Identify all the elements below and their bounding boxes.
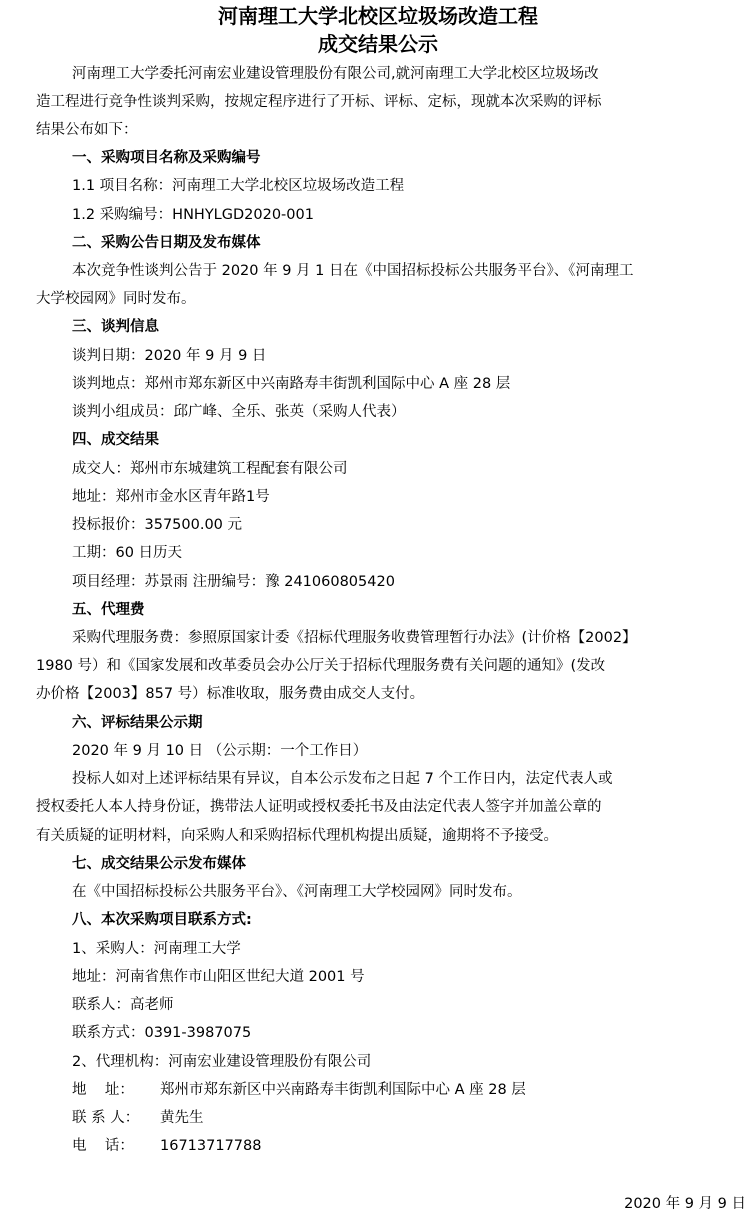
fee-line-1: 采购代理服务费：参照原国家计委《招标代理服务收费管理暂行办法》(计价格【2002】: [72, 630, 637, 646]
negotiation-place: 谈判地点：郑州市郑东新区中兴南路寿丰街凯利国际中心 A 座 28 层: [72, 376, 511, 392]
agent-phone-label: 电 话：: [72, 1138, 134, 1154]
intro-line-3: 结果公布如下：: [36, 122, 138, 138]
page-subtitle: 成交结果公示: [318, 32, 438, 56]
agent-address: 郑州市郑东新区中兴南路寿丰街凯利国际中心 A 座 28 层: [160, 1082, 526, 1098]
buyer-address: 地址：河南省焦作市山阳区世纪大道 2001 号: [72, 969, 365, 985]
publish-media: 在《中国招标投标公共服务平台》、《河南理工大学校园网》同时发布。: [72, 884, 522, 900]
section-heading-5: 五、代理费: [72, 602, 145, 618]
notice-line-2: 大学校园网》同时发布。: [36, 291, 196, 307]
project-code: 1.2 采购编号：HNHYLGD2020-001: [72, 207, 314, 223]
section-heading-1: 一、采购项目名称及采购编号: [72, 150, 261, 166]
fee-line-3: 办价格【2003】857 号）标准收取，服务费由成交人支付。: [36, 686, 425, 702]
agent-contact-label: 联 系 人：: [72, 1110, 140, 1126]
section-heading-8: 八、本次采购项目联系方式:: [72, 912, 252, 928]
section-heading-4: 四、成交结果: [72, 432, 159, 448]
buyer: 1、采购人：河南理工大学: [72, 941, 241, 957]
page-title: 河南理工大学北校区垃圾场改造工程: [218, 4, 538, 28]
buyer-phone: 联系方式：0391-3987075: [72, 1025, 252, 1041]
intro-line-1: 河南理工大学委托河南宏业建设管理股份有限公司,就河南理工大学北校区垃圾场改: [72, 66, 599, 82]
negotiation-date: 谈判日期：2020 年 9 月 9 日: [72, 348, 267, 364]
objection-line-1: 投标人如对上述评标结果有异议，自本公示发布之日起 7 个工作日内，法定代表人或: [72, 771, 613, 787]
negotiation-members: 谈判小组成员：邱广峰、全乐、张英（采购人代表）: [72, 404, 406, 420]
project-manager: 项目经理：苏景雨 注册编号：豫 241060805420: [72, 574, 395, 590]
winner: 成交人：郑州市东城建筑工程配套有限公司: [72, 461, 348, 477]
fee-line-2: 1980 号）和《国家发展和改革委员会办公厅关于招标代理服务费有关问题的通知》(发改: [36, 658, 606, 674]
buyer-contact: 联系人：高老师: [72, 997, 174, 1013]
objection-line-3: 有关质疑的证明材料，向采购人和采购招标代理机构提出质疑，逾期将不予接受。: [36, 828, 558, 844]
agent-address-label: 地 址：: [72, 1082, 134, 1098]
publicity-date: 2020 年 9 月 10 日 （公示期：一个工作日）: [72, 743, 368, 759]
footer-date: 2020 年 9 月 9 日: [624, 1196, 746, 1212]
section-heading-6: 六、评标结果公示期: [72, 715, 203, 731]
agent-contact: 黄先生: [160, 1110, 204, 1126]
winner-address: 地址：郑州市金水区青年路1号: [72, 489, 270, 505]
agent: 2、代理机构：河南宏业建设管理股份有限公司: [72, 1054, 372, 1070]
intro-line-2: 造工程进行竞争性谈判采购，按规定程序进行了开标、评标、定标，现就本次采购的评标: [36, 94, 602, 110]
objection-line-2: 授权委托人本人持身份证，携带法人证明或授权委托书及由法定代表人签字并加盖公章的: [36, 799, 602, 815]
agent-phone: 16713717788: [160, 1138, 262, 1154]
project-name: 1.1 项目名称：河南理工大学北校区垃圾场改造工程: [72, 178, 405, 194]
bid-price: 投标报价：357500.00 元: [72, 517, 243, 533]
notice-line-1: 本次竞争性谈判公告于 2020 年 9 月 1 日在《中国招标投标公共服务平台》、《河南理工: [72, 263, 634, 279]
section-heading-2: 二、采购公告日期及发布媒体: [72, 235, 261, 251]
construction-period: 工期：60 日历天: [72, 545, 183, 561]
section-heading-7: 七、成交结果公示发布媒体: [72, 856, 246, 872]
section-heading-3: 三、谈判信息: [72, 319, 159, 335]
